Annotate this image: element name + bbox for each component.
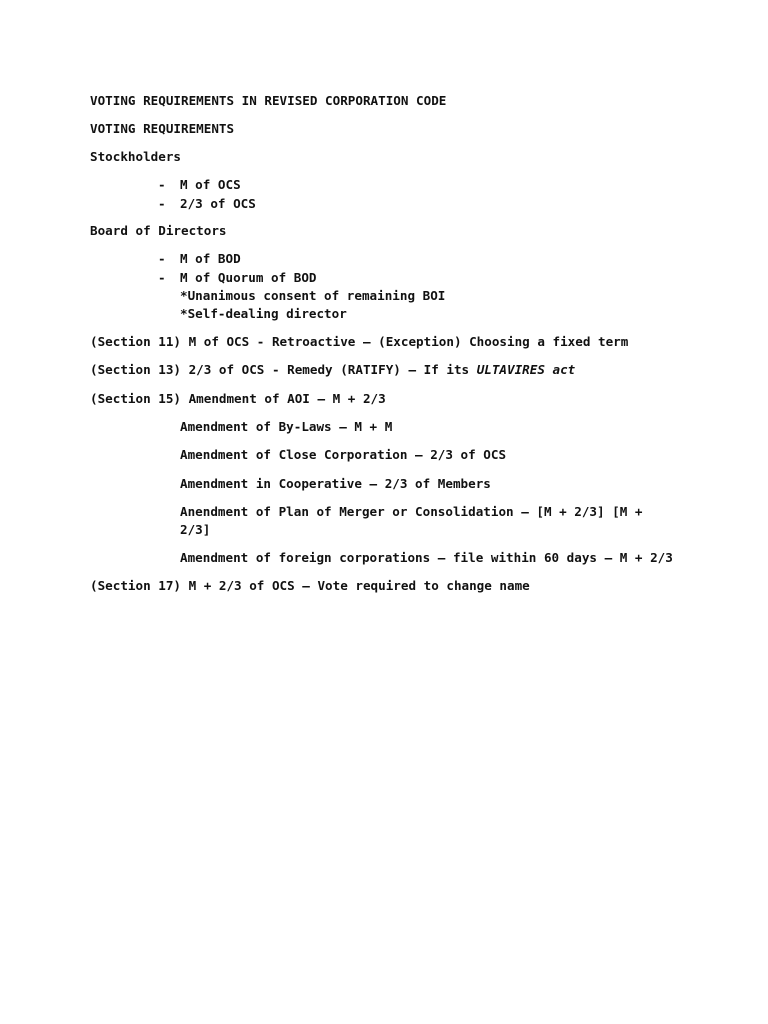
section-15-item-continued: 2/3] xyxy=(180,522,211,537)
board-heading: Board of Directors xyxy=(90,223,227,238)
board-item: M of BOD xyxy=(180,251,241,266)
section-15-item: Amendment of By-Laws – M + M xyxy=(180,419,393,434)
stockholders-item: M of OCS xyxy=(180,177,241,192)
section-heading: VOTING REQUIREMENTS xyxy=(90,121,235,136)
document-title: VOTING REQUIREMENTS IN REVISED CORPORATION CODE xyxy=(90,93,447,108)
board-item: M of Quorum of BOD xyxy=(180,270,317,285)
section-13-line xyxy=(90,361,575,379)
board-note: *Self-dealing director xyxy=(180,306,347,321)
section-13-text: (Section 13) 2/3 of OCS - Remedy (RATIFY) – If its xyxy=(90,362,477,377)
stockholders-item: 2/3 of OCS xyxy=(180,196,256,211)
bullet-dash: - xyxy=(158,251,166,266)
bullet-dash: - xyxy=(158,270,166,285)
board-note: *Unanimous consent of remaining BOI xyxy=(180,288,446,303)
section-15-item: Amendment of foreign corporations – file within 60 days – M + 2/3 xyxy=(180,550,673,565)
section-15-item: Amendment of Close Corporation – 2/3 of OCS xyxy=(180,447,507,462)
bullet-dash: - xyxy=(158,177,166,192)
bullet-dash: - xyxy=(158,196,166,211)
section-15-item: Amendment in Cooperative – 2/3 of Members xyxy=(180,476,491,491)
section-13-italic: ULTAVIRES act xyxy=(476,362,576,377)
section-15-item: Anendment of Plan of Merger or Consolidation – [M + 2/3] [M + xyxy=(180,504,643,519)
section-15-line: (Section 15) Amendment of AOI – M + 2/3 xyxy=(90,391,386,406)
section-17-line: (Section 17) M + 2/3 of OCS – Vote required to change name xyxy=(90,578,530,593)
section-11-line: (Section 11) M of OCS - Retroactive – (Exception) Choosing a fixed term xyxy=(90,334,629,349)
stockholders-heading: Stockholders xyxy=(90,149,181,164)
